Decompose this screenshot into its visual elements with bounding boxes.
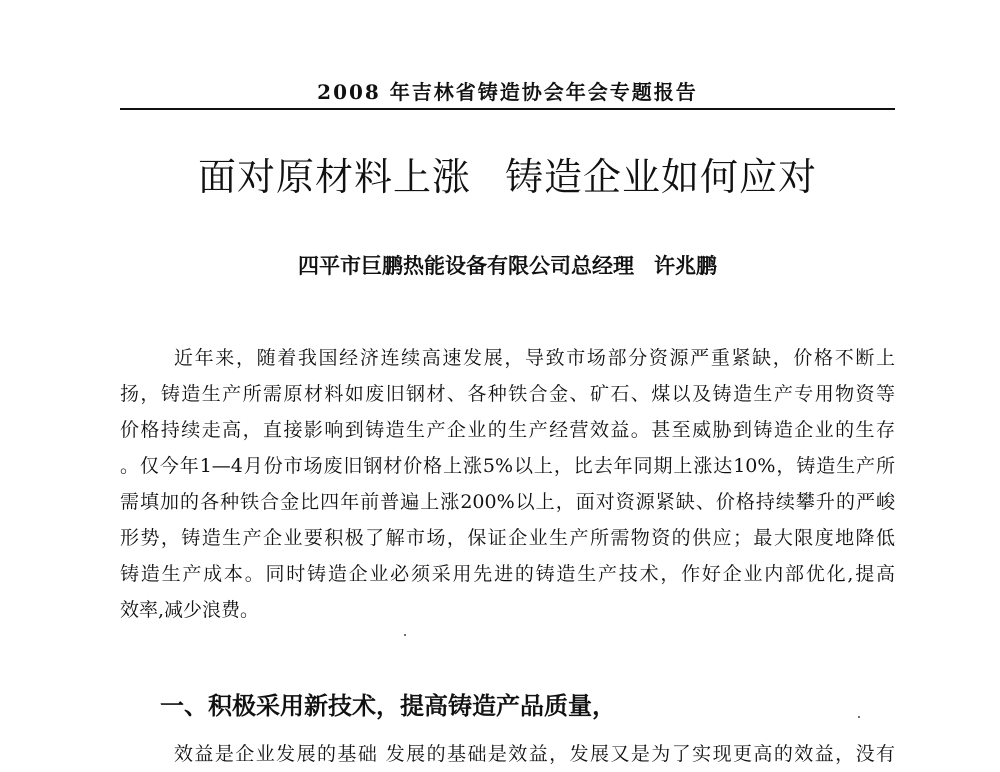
byline-organization: 四平市巨鹏热能设备有限公司总经理: [298, 253, 634, 278]
paragraph-line: 扬，铸造生产所需原材料如废旧钢材、各种铁合金、矿石、煤以及铸造生产专用物资等: [120, 383, 895, 405]
byline-author-name: 许兆鹏: [654, 253, 717, 278]
section-1-paragraph: [120, 736, 895, 772]
paragraph-line: 需填加的各种铁合金比四年前普遍上涨200%以上，面对资源紧缺、价格持续攀升的严峻: [120, 491, 895, 513]
header-rule: [120, 108, 895, 110]
paragraph-line: 近年来，随着我国经济连续高速发展，导致市场部分资源严重紧缺，价格不断上: [174, 347, 895, 369]
title-part-1: 面对原材料上涨: [197, 155, 471, 199]
paragraph-line: 形势，铸造生产企业要积极了解市场，保证企业生产所需物资的供应；最大限度地降低: [120, 527, 895, 549]
paragraph-line: 铸造生产成本。同时铸造企业必须采用先进的铸造生产技术，作好企业内部优化,提高: [120, 563, 895, 585]
paragraph-line: 价格持续走高，直接影响到铸造生产企业的生产经营效益。甚至威胁到铸造企业的生存: [120, 419, 895, 441]
paragraph-line: 效率,减少浪费。: [120, 599, 260, 621]
running-header: 2008 年吉林省铸造协会年会专题报告: [317, 80, 698, 104]
scan-speck: [404, 634, 406, 636]
paragraph-line: 。仅今年1—4月份市场废旧钢材价格上涨5%以上，比去年同期上涨达10%，铸造生产所: [120, 455, 895, 477]
title-part-2: 铸造企业如何应对: [505, 155, 818, 199]
scan-speck: [858, 716, 860, 718]
document-title: [120, 146, 895, 201]
paragraph-line: 效益是企业发展的基础 发展的基础是效益，发展又是为了实现更高的效益，没有: [174, 743, 895, 765]
author-byline: [120, 250, 895, 280]
intro-paragraph: [120, 340, 895, 628]
section-heading-1: 一、积极采用新技术，提高铸造产品质量，: [160, 692, 616, 720]
